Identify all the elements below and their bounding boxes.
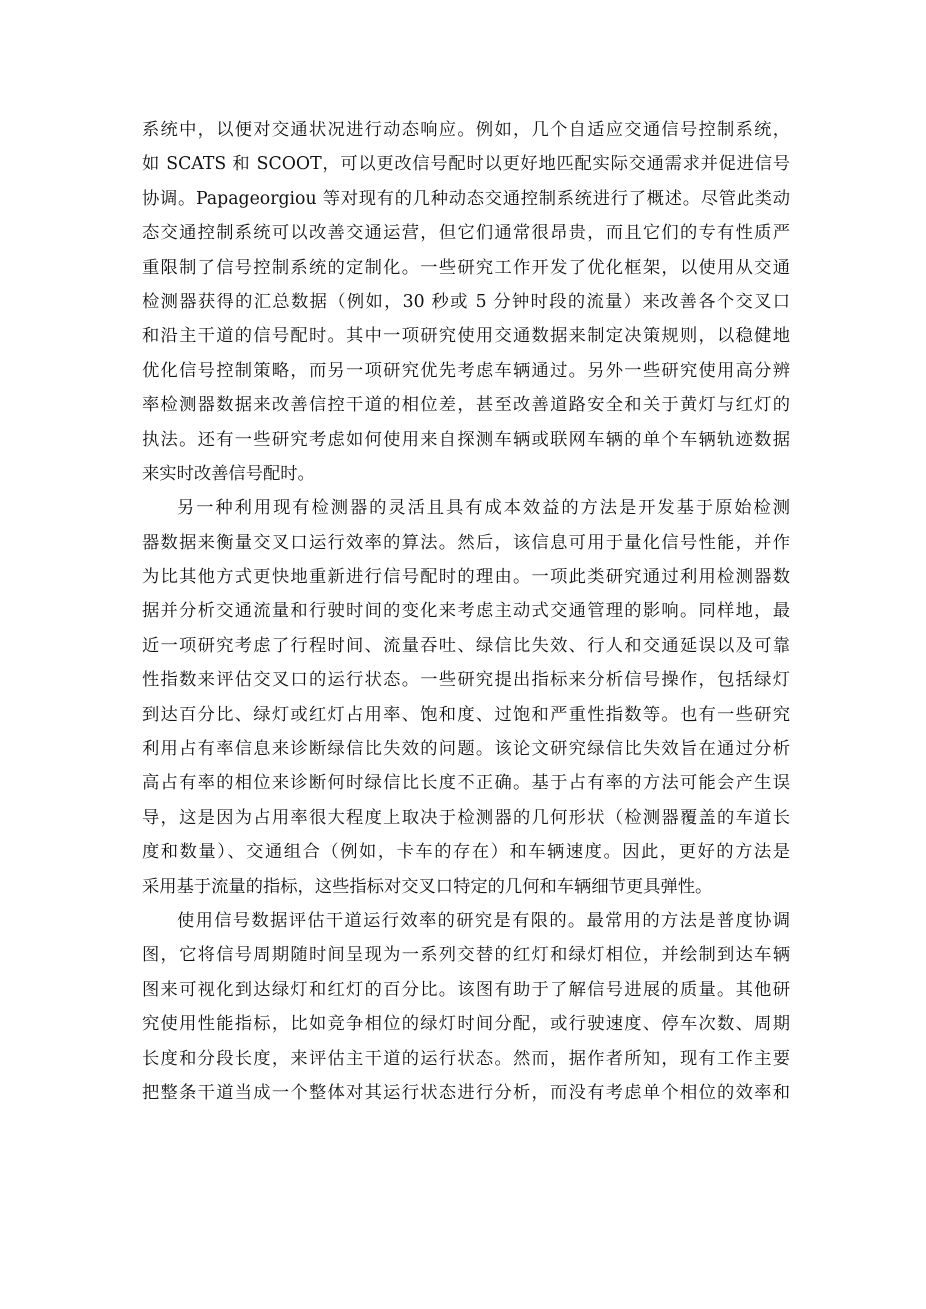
text-line: 使用信号数据评估干道运行效率的研究是有限的。最常用的方法是普度协调 bbox=[177, 910, 790, 931]
text-line: 究使用性能指标，比如竞争相位的绿灯时间分配，或行驶速度、停车次数、周期 bbox=[142, 1014, 790, 1035]
text-line: 度和数量）、交通组合（例如，卡车的存在）和车辆速度。因此，更好的方法是 bbox=[142, 842, 790, 863]
text-line: 协调。Papageorgiou 等对现有的几种动态交通控制系统进行了概述。尽管此类动 bbox=[142, 188, 790, 209]
text-line: 到达百分比、绿灯或红灯占用率、饱和度、过饱和严重性指数等。也有一些研究 bbox=[142, 704, 790, 725]
text-line: 和沿主干道的信号配时。其中一项研究使用交通数据来制定决策规则，以稳健地 bbox=[142, 326, 790, 347]
text-line: 来实时改善信号配时。 bbox=[142, 463, 315, 484]
text-line: 高占有率的相位来诊断何时绿信比长度不正确。基于占有率的方法可能会产生误 bbox=[142, 773, 790, 794]
text-line: 优化信号控制策略，而另一项研究优先考虑车辆通过。另外一些研究使用高分辨 bbox=[142, 360, 790, 381]
text-line: 器数据来衡量交叉口运行效率的算法。然后，该信息可用于量化信号性能，并作 bbox=[142, 532, 790, 553]
text-line: 图，它将信号周期随时间呈现为一系列交替的红灯和绿灯相位，并绘制到达车辆 bbox=[142, 945, 790, 966]
text-line: 如 SCATS 和 SCOOT，可以更改信号配时以更好地匹配实际交通需求并促进信号 bbox=[142, 154, 790, 175]
paragraph bbox=[142, 491, 790, 904]
text-line: 重限制了信号控制系统的定制化。一些研究工作开发了优化框架，以使用从交通 bbox=[142, 257, 790, 278]
text-line: 利用占有率信息来诊断绿信比失效的问题。该论文研究绿信比失效旨在通过分析 bbox=[142, 739, 790, 760]
text-line: 近一项研究考虑了行程时间、流量吞吐、绿信比失效、行人和交通延误以及可靠 bbox=[142, 635, 790, 656]
text-line: 据并分析交通流量和行驶时间的变化来考虑主动式交通管理的影响。同样地，最 bbox=[142, 601, 790, 622]
text-line: 系统中，以便对交通状况进行动态响应。例如，几个自适应交通信号控制系统， bbox=[142, 120, 790, 140]
text-line: 导，这是因为占用率很大程度上取决于检测器的几何形状（检测器覆盖的车道长 bbox=[142, 807, 790, 828]
text-line: 另一种利用现有检测器的灵活且具有成本效益的方法是开发基于原始检测 bbox=[177, 498, 790, 519]
text-line: 图来可视化到达绿灯和红灯的百分比。该图有助于了解信号进展的质量。其他研 bbox=[142, 979, 790, 1000]
text-line: 为比其他方式更快地重新进行信号配时的理由。一项此类研究通过利用检测器数 bbox=[142, 567, 790, 588]
body-text bbox=[142, 113, 790, 1110]
text-line: 长度和分段长度，来评估主干道的运行状态。然而，据作者所知，现有工作主要 bbox=[142, 1048, 790, 1069]
text-line: 执法。还有一些研究考虑如何使用来自探测车辆或联网车辆的单个车辆轨迹数据 bbox=[142, 429, 790, 450]
text-line: 检测器获得的汇总数据（例如，30 秒或 5 分钟时段的流量）来改善各个交叉口 bbox=[142, 291, 790, 312]
text-line: 性指数来评估交叉口的运行状态。一些研究提出指标来分析信号操作，包括绿灯 bbox=[142, 670, 790, 691]
paragraph bbox=[142, 904, 790, 1110]
text-line: 采用基于流量的指标，这些指标对交叉口特定的几何和车辆细节更具弹性。 bbox=[142, 876, 713, 897]
paragraph bbox=[142, 113, 790, 491]
text-line: 把整条干道当成一个整体对其运行状态进行分析，而没有考虑单个相位的效率和 bbox=[142, 1082, 790, 1103]
text-line: 率检测器数据来改善信控干道的相位差，甚至改善道路安全和关于黄灯与红灯的 bbox=[142, 395, 790, 416]
text-line: 态交通控制系统可以改善交通运营，但它们通常很昂贵，而且它们的专有性质严 bbox=[142, 223, 790, 244]
